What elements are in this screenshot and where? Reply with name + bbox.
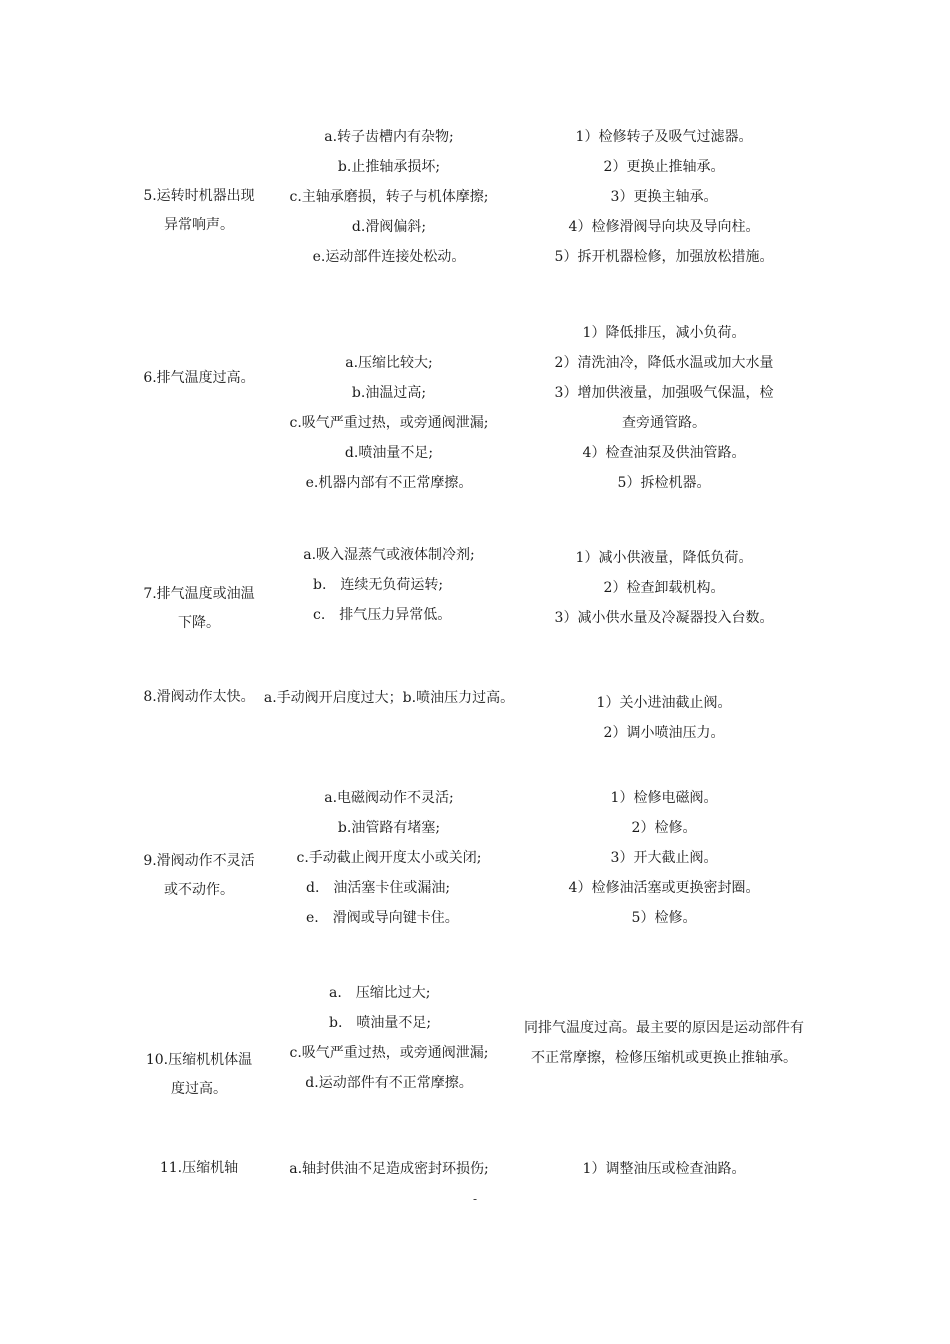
- causes-cell: [255, 122, 523, 272]
- fault-label: 11.压缩机轴: [159, 1160, 239, 1176]
- remedy-line: 2）清洗油冷，降低水温或加大水量: [554, 355, 774, 371]
- fault-label: 10.压缩机机体温度过高。: [145, 1052, 253, 1097]
- remedy-line: 2）检修。: [631, 820, 697, 836]
- causes-cell: [255, 540, 523, 630]
- remedy-line: 3）更换主轴承。: [610, 189, 718, 205]
- cause-line: c.吸气严重过热，或旁通阀泄漏;: [289, 415, 489, 431]
- causes-cell: [255, 348, 523, 498]
- cause-line: c. 排气压力异常低。: [313, 607, 452, 623]
- causes-cell: [255, 978, 523, 1098]
- remedy-line: 3）开大截止阀。: [610, 850, 718, 866]
- cause-line: a.轴封供油不足造成密封环损伤;: [289, 1161, 489, 1177]
- cause-line: d.运动部件有不正常摩擦。: [305, 1075, 473, 1091]
- cause-line: e.机器内部有不正常摩擦。: [305, 475, 473, 491]
- remedy-line: 1）减小供液量，降低负荷。: [575, 550, 753, 566]
- remedies-cell: [523, 543, 805, 633]
- remedies-cell: [523, 1154, 805, 1184]
- remedy-line: 5）拆开机器检修，加强放松措施。: [554, 249, 774, 265]
- remedy-line: 3）减小供水量及冷凝器投入台数。: [554, 610, 774, 626]
- cause-line: b.止推轴承损坏;: [337, 159, 441, 175]
- cause-line: b.油温过高;: [351, 385, 427, 401]
- cause-line: b. 喷油量不足;: [329, 1015, 432, 1031]
- cause-line: a.电磁阀动作不灵活;: [324, 790, 454, 806]
- fault-label: 7.排气温度或油温下降。: [143, 586, 255, 631]
- cause-line: c.手动截止阀开度太小或关闭;: [296, 850, 482, 866]
- cause-line: c.主轴承磨损，转子与机体摩擦;: [289, 189, 489, 205]
- cause-line: a. 压缩比过大;: [329, 985, 431, 1001]
- fault-label: 6.排气温度过高。: [143, 370, 255, 386]
- causes-cell: [255, 683, 523, 713]
- cause-line: d. 油活塞卡住或漏油;: [306, 880, 451, 896]
- remedy-line: 1）检修转子及吸气过滤器。: [575, 129, 753, 145]
- page-footer-mark: -: [473, 1192, 478, 1206]
- cause-line: a.手动阀开启度过大；b.喷油压力过高。: [263, 690, 515, 706]
- remedies-cell: [523, 688, 805, 748]
- remedy-line: 1）降低排压，减小负荷。: [582, 325, 746, 341]
- remedy-line: 1）检修电磁阀。: [610, 790, 718, 806]
- remedies-cell: [523, 122, 805, 272]
- cause-line: a.转子齿槽内有杂物;: [324, 129, 454, 145]
- remedy-line: 3）增加供液量，加强吸气保温，检: [554, 385, 774, 401]
- fault-label: 8.滑阀动作太快。: [143, 689, 255, 705]
- cause-line: a.吸入湿蒸气或液体制冷剂;: [303, 547, 475, 563]
- causes-cell: [255, 783, 523, 933]
- remedies-cell: [523, 318, 805, 498]
- fault-label: 5.运转时机器出现异常响声。: [143, 188, 255, 233]
- remedy-line: 4）检查油泵及供油管路。: [582, 445, 746, 461]
- remedy-line: 2）检查卸载机构。: [603, 580, 725, 596]
- remedy-line: 2）调小喷油压力。: [603, 725, 725, 741]
- remedy-line: 4）检修滑阀导向块及导向柱。: [568, 219, 760, 235]
- cause-line: e.运动部件连接处松动。: [312, 249, 466, 265]
- remedy-line: 查旁通管路。: [622, 415, 706, 431]
- remedy-line: 5）检修。: [631, 910, 697, 926]
- cause-line: e. 滑阀或导向键卡住。: [306, 910, 459, 926]
- fault-label: 9.滑阀动作不灵活或不动作。: [143, 853, 255, 898]
- cause-line: d.滑阀偏斜;: [351, 219, 427, 235]
- remedy-line: 5）拆检机器。: [617, 475, 711, 491]
- cause-line: d.喷油量不足;: [344, 445, 434, 461]
- cause-line: c.吸气严重过热，或旁通阀泄漏;: [289, 1045, 489, 1061]
- cause-line: b. 连续无负荷运转;: [313, 577, 444, 593]
- remedies-cell: [523, 783, 805, 933]
- remedy-line: 同排气温度过高。最主要的原因是运动部件有不正常摩擦，检修压缩机或更换止推轴承。: [524, 1020, 804, 1066]
- remedy-line: 1）调整油压或检查油路。: [582, 1161, 746, 1177]
- cause-line: b.油管路有堵塞;: [337, 820, 441, 836]
- remedy-line: 1）关小进油截止阀。: [596, 695, 732, 711]
- remedy-line: 2）更换止推轴承。: [603, 159, 725, 175]
- remedies-cell: [523, 1013, 805, 1073]
- causes-cell: [255, 1154, 523, 1184]
- cause-line: a.压缩比较大;: [345, 355, 433, 371]
- remedy-line: 4）检修油活塞或更换密封圈。: [568, 880, 760, 896]
